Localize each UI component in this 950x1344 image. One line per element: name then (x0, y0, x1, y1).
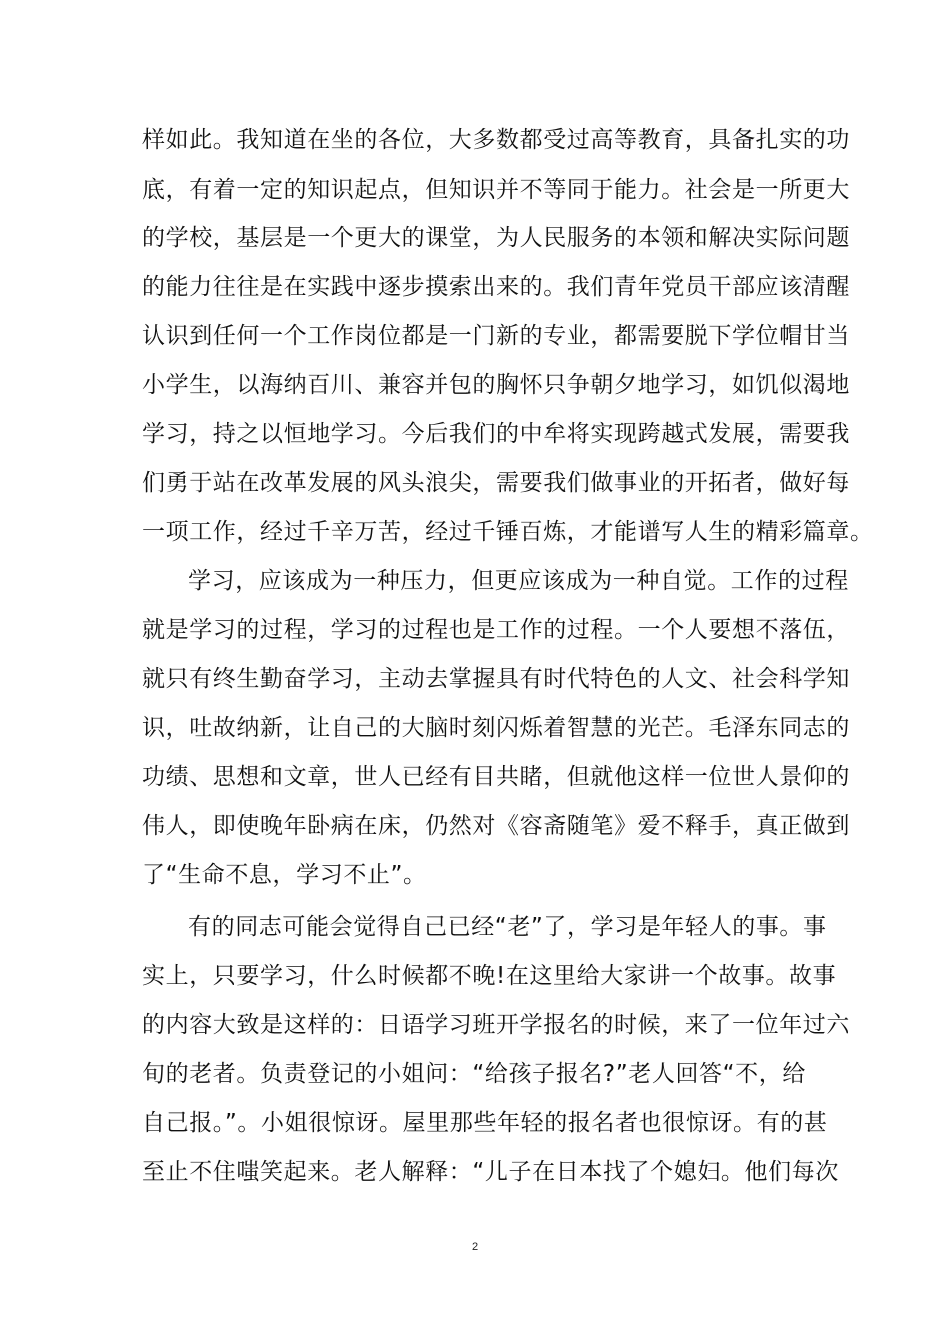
text-line: 的学校，基层是一个更大的课堂，为人民服务的本领和解决实际问题 (142, 225, 850, 251)
text-line: 就是学习的过程，学习的过程也是工作的过程。一个人要想不落伍， (142, 617, 850, 643)
text-line: 伟人，即使晚年卧病在床，仍然对《容斋随笔》爱不释手，真正做到 (142, 813, 850, 839)
paragraph-first-line: 有的同志可能会觉得自己已经“老”了，学习是年轻人的事。事 (188, 914, 827, 940)
text-line: 样如此。我知道在坐的各位，大多数都受过高等教育，具备扎实的功 (142, 127, 850, 153)
text-line: 实上，只要学习，什么时候都不晚!在这里给大家讲一个故事。故事 (142, 963, 837, 989)
text-line: 们勇于站在改革发展的风头浪尖，需要我们做事业的开拓者，做好每 (142, 470, 850, 496)
page-number: 2 (471, 1241, 479, 1253)
text-line: 功绩、思想和文章，世人已经有目共睹，但就他这样一位世人景仰的 (142, 764, 850, 790)
text-line: 底，有着一定的知识起点，但知识并不等同于能力。社会是一所更大 (142, 177, 850, 203)
text-line: 一项工作，经过千辛万苦，经过千锤百炼，才能谱写人生的精彩篇章。 (142, 519, 874, 545)
text-line: 识，吐故纳新，让自己的大脑时刻闪烁着智慧的光芒。毛泽东同志的 (142, 715, 850, 741)
text-line: 认识到任何一个工作岗位都是一门新的专业，都需要脱下学位帽甘当 (142, 323, 850, 349)
text-line: 的能力往往是在实践中逐步摸索出来的。我们青年党员干部应该清醒 (142, 274, 850, 300)
text-line: 小学生，以海纳百川、兼容并包的胸怀只争朝夕地学习，如饥似渴地 (142, 372, 850, 398)
text-line: 的内容大致是这样的：日语学习班开学报名的时候，来了一位年过六 (142, 1012, 850, 1038)
paragraph-first-line: 学习，应该成为一种压力，但更应该成为一种自觉。工作的过程 (188, 568, 849, 594)
text-line: 自己报。”。小姐很惊讶。屋里那些年轻的报名者也很惊讶。有的甚 (142, 1110, 828, 1136)
text-line: 至止不住嗤笑起来。老人解释：“儿子在日本找了个媳妇。他们每次 (142, 1159, 839, 1185)
text-line: 就只有终生勤奋学习，主动去掌握具有时代特色的人文、社会科学知 (142, 666, 850, 692)
text-line: 了“生命不息，学习不止”。 (142, 862, 427, 888)
text-line: 学习，持之以恒地学习。今后我们的中牟将实现跨越式发展，需要我 (142, 421, 850, 447)
text-line: 旬的老者。负责登记的小姐问：“给孩子报名?”老人回答“不，给 (142, 1061, 806, 1087)
